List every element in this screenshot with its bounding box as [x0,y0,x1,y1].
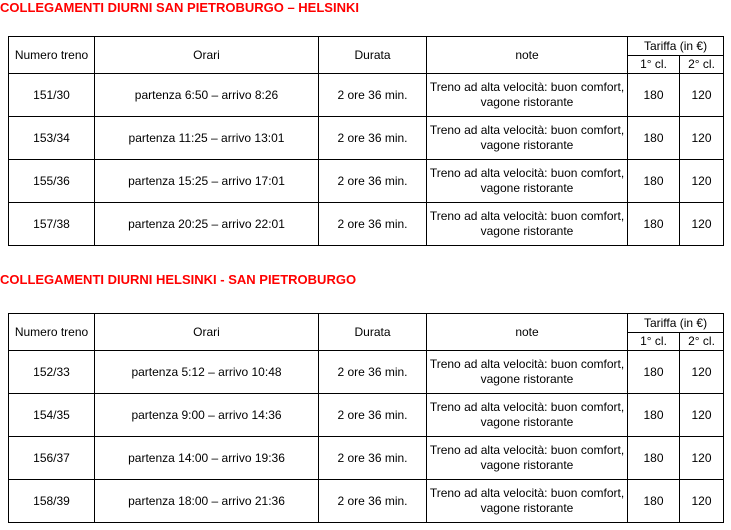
section-title-spb-helsinki: COLLEGAMENTI DIURNI SAN PIETROBURGO – HELSINKI [0,0,359,15]
cell-seconda: 120 [680,74,724,117]
cell-durata: 2 ore 36 min. [319,351,427,394]
header-durata: Durata [319,314,427,351]
timetable-helsinki-spb [8,313,724,523]
header-row [9,37,724,56]
cell-seconda: 120 [680,160,724,203]
cell-seconda: 120 [680,394,724,437]
cell-treno: 151/30 [9,74,95,117]
header-seconda-classe: 2° cl. [680,56,724,74]
header-note: note [427,37,628,74]
cell-durata: 2 ore 36 min. [319,160,427,203]
cell-prima: 180 [628,74,680,117]
header-durata: Durata [319,37,427,74]
timetable-spb-helsinki [8,36,724,246]
cell-seconda: 120 [680,117,724,160]
cell-prima: 180 [628,160,680,203]
cell-treno: 157/38 [9,203,95,246]
cell-orari: partenza 18:00 – arrivo 21:36 [95,480,319,523]
header-tariffa: Tariffa (in €) [628,37,724,56]
cell-durata: 2 ore 36 min. [319,480,427,523]
cell-seconda: 120 [680,351,724,394]
cell-note: Treno ad alta velocità: buon comfort, vagone ristorante [427,437,628,480]
header-prima-classe: 1° cl. [628,56,680,74]
cell-durata: 2 ore 36 min. [319,74,427,117]
cell-treno: 156/37 [9,437,95,480]
header-row [9,314,724,333]
table-row [9,394,724,437]
cell-durata: 2 ore 36 min. [319,394,427,437]
cell-seconda: 120 [680,203,724,246]
header-numero-treno: Numero treno [9,37,95,74]
header-note: note [427,314,628,351]
table-row [9,203,724,246]
cell-note: Treno ad alta velocità: buon comfort, vagone ristorante [427,394,628,437]
cell-orari: partenza 9:00 – arrivo 14:36 [95,394,319,437]
table-row [9,74,724,117]
header-orari: Orari [95,314,319,351]
cell-orari: partenza 11:25 – arrivo 13:01 [95,117,319,160]
header-orari: Orari [95,37,319,74]
cell-note: Treno ad alta velocità: buon comfort, vagone ristorante [427,480,628,523]
header-seconda-classe: 2° cl. [680,333,724,351]
cell-treno: 153/34 [9,117,95,160]
cell-prima: 180 [628,117,680,160]
table-row [9,117,724,160]
cell-treno: 155/36 [9,160,95,203]
cell-orari: partenza 6:50 – arrivo 8:26 [95,74,319,117]
cell-prima: 180 [628,394,680,437]
cell-note: Treno ad alta velocità: buon comfort, vagone ristorante [427,74,628,117]
cell-orari: partenza 14:00 – arrivo 19:36 [95,437,319,480]
table-row [9,160,724,203]
cell-prima: 180 [628,480,680,523]
cell-note: Treno ad alta velocità: buon comfort, vagone ristorante [427,117,628,160]
cell-prima: 180 [628,351,680,394]
table-row [9,480,724,523]
cell-orari: partenza 20:25 – arrivo 22:01 [95,203,319,246]
cell-orari: partenza 15:25 – arrivo 17:01 [95,160,319,203]
cell-seconda: 120 [680,480,724,523]
cell-note: Treno ad alta velocità: buon comfort, vagone ristorante [427,160,628,203]
table-row [9,437,724,480]
cell-durata: 2 ore 36 min. [319,117,427,160]
cell-durata: 2 ore 36 min. [319,437,427,480]
section-title-helsinki-spb: COLLEGAMENTI DIURNI HELSINKI - SAN PIETROBURGO [0,272,357,287]
table-row [9,351,724,394]
header-tariffa: Tariffa (in €) [628,314,724,333]
cell-durata: 2 ore 36 min. [319,203,427,246]
cell-treno: 154/35 [9,394,95,437]
cell-prima: 180 [628,203,680,246]
cell-orari: partenza 5:12 – arrivo 10:48 [95,351,319,394]
cell-note: Treno ad alta velocità: buon comfort, vagone ristorante [427,203,628,246]
header-prima-classe: 1° cl. [628,333,680,351]
cell-treno: 152/33 [9,351,95,394]
header-numero-treno: Numero treno [9,314,95,351]
cell-prima: 180 [628,437,680,480]
cell-seconda: 120 [680,437,724,480]
cell-note: Treno ad alta velocità: buon comfort, vagone ristorante [427,351,628,394]
cell-treno: 158/39 [9,480,95,523]
